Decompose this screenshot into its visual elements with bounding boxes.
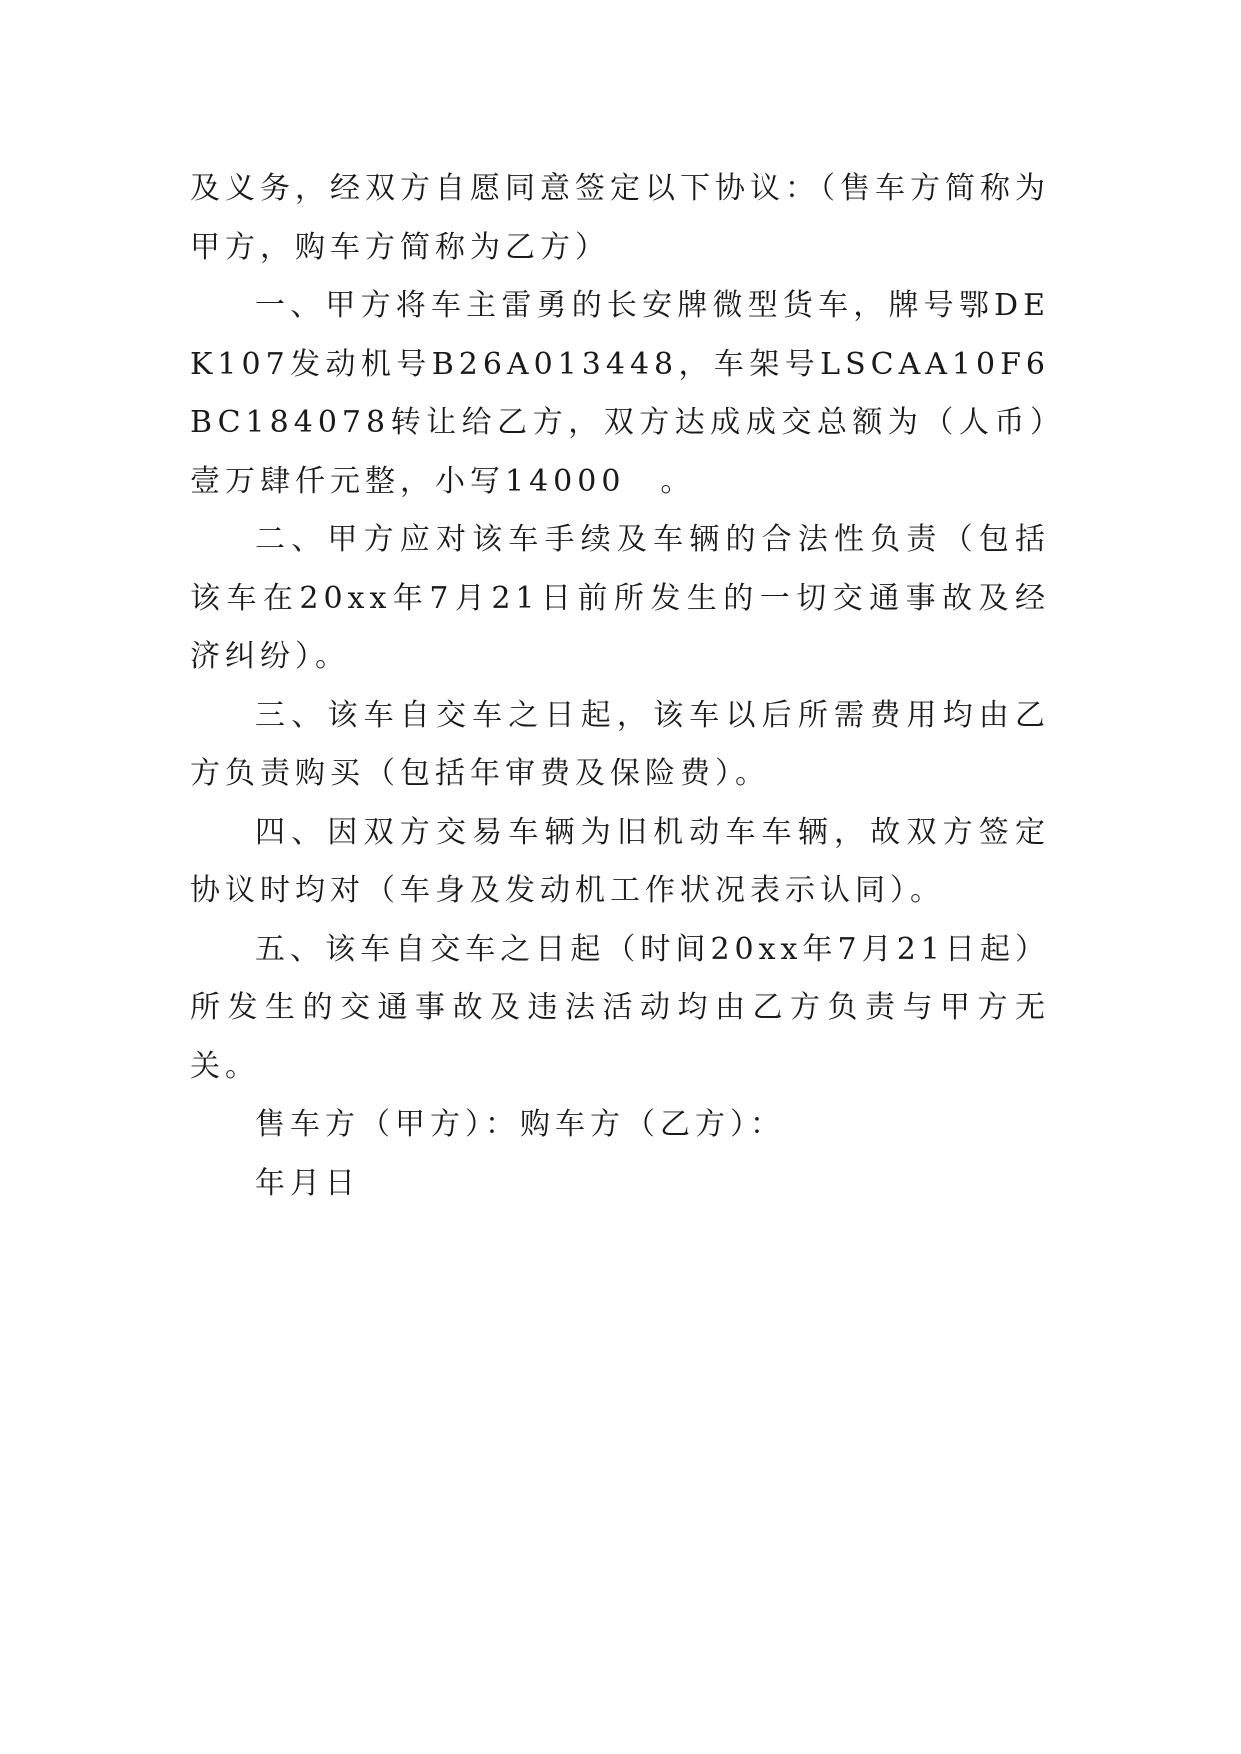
- document-body: [190, 160, 1050, 1213]
- date-line: 年月日: [255, 1165, 360, 1201]
- clause-1-vehicle-transfer: 一、甲方将车主雷勇的长安牌微型货车，牌号鄂DEK107发动机号B26A013448，车架号LSCAA10F6BC184078转让给乙方，双方达成成交总额为（人币）壹万肆仟元整，小写14000 。: [190, 288, 1050, 499]
- clause-3-buyer-expenses: 三、该车自交车之日起，该车以后所需费用均由乙方负责购买（包括年审费及保险费）。: [190, 697, 1050, 791]
- clause-4-condition-acknowledged: 四、因双方交易车辆为旧机动车车辆，故双方签定协议时均对（车身及发动机工作状况表示认同）。: [190, 814, 1050, 908]
- signature-line: 售车方（甲方）：购车方（乙方）：: [255, 1107, 785, 1142]
- paragraph-intro-continuation: 及义务，经双方自愿同意签定以下协议：（售车方简称为甲方，购车方简称为乙方）: [190, 171, 1050, 265]
- clause-5-post-delivery-liability: 五、该车自交车之日起（时间20xx年7月21日起）所发生的交通事故及违法活动均由乙方负责与甲方无关。: [190, 931, 1050, 1084]
- clause-2-seller-liability: 二、甲方应对该车手续及车辆的合法性负责（包括该车在20xx年7月21日前所发生的一切交通事故及经济纠纷）。: [190, 522, 1050, 674]
